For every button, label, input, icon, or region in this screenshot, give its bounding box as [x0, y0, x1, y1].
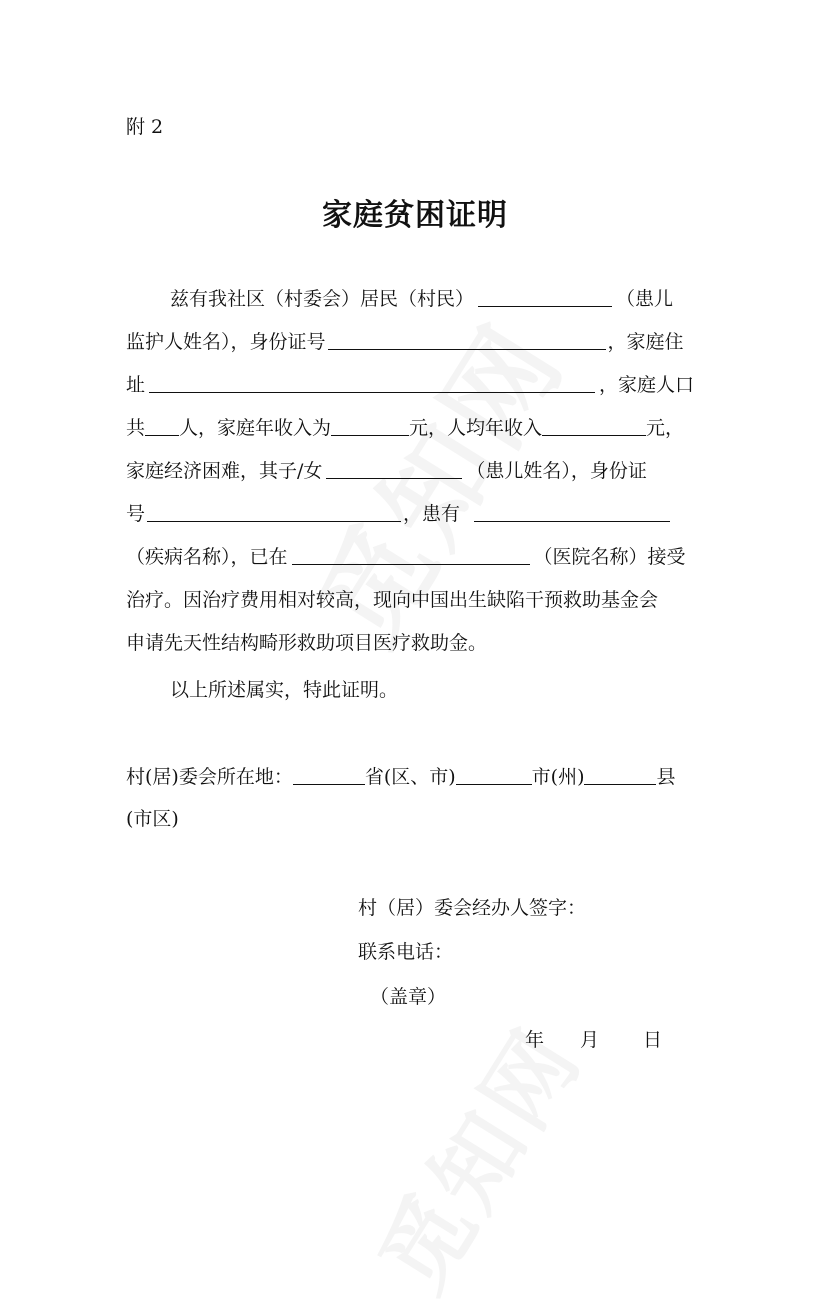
date-year-label: 年 [525, 1029, 545, 1051]
text-hospital-label: （医院名称）接受 [533, 546, 686, 568]
text-income-label: 人，家庭年收入为 [179, 417, 332, 439]
province-blank [293, 764, 365, 785]
date-day-label: 日 [643, 1029, 663, 1051]
body-line-2 [126, 329, 684, 355]
body-line-9: 申请先天性结构畸形救助项目医疗救助金。 [126, 632, 488, 654]
population-blank [145, 415, 179, 436]
text-residence: 兹有我社区（村委会）居民（村民） [170, 288, 475, 310]
text-yuan: 元， [646, 417, 685, 439]
annex-label: 附 2 [126, 116, 164, 138]
guardian-id-blank [328, 329, 606, 350]
child-id-blank [147, 501, 401, 522]
location-line-2: (市区) [126, 808, 179, 830]
seal-label: （盖章） [370, 986, 447, 1008]
guardian-name-blank [478, 286, 612, 307]
text-guardian-label: （患儿 [616, 288, 674, 310]
text-child-label: 家庭经济困难，其子/女 [126, 460, 323, 482]
text-location-label: 村(居)委会所在地： [126, 766, 293, 788]
text-address-label: ，家庭住 [607, 331, 684, 353]
text-disease-label: ，患有 [403, 503, 461, 525]
text-county: 县 [656, 766, 676, 788]
body-line-10: 以上所述属实，特此证明。 [170, 679, 399, 701]
body-line-3 [126, 372, 694, 398]
text-per-capita-label: 元，人均年收入 [409, 417, 543, 439]
child-name-blank [326, 458, 462, 479]
hospital-blank [292, 544, 530, 565]
text-population-label: ，家庭人口 [599, 374, 695, 396]
text-disease-name: （疾病名称），已在 [126, 546, 288, 568]
annual-income-blank [331, 415, 409, 436]
text-city: 市(州) [531, 766, 585, 788]
text-number: 号 [126, 503, 146, 525]
body-line-5 [126, 458, 647, 484]
address-blank [149, 372, 595, 393]
body-line-6 [126, 501, 670, 527]
handler-signature-label: 村（居）委会经办人签字： [358, 897, 587, 919]
body-line-7 [126, 544, 686, 570]
body-line-8: 治疗。因治疗费用相对较高，现向中国出生缺陷干预救助基金会 [126, 589, 659, 611]
city-blank [456, 764, 532, 785]
date-month-label: 月 [580, 1029, 600, 1051]
location-line-1 [126, 764, 676, 790]
body-line-4 [126, 415, 684, 441]
text-address-end: 址 [126, 374, 146, 396]
text-id-label: 监护人姓名），身份证号 [126, 331, 326, 353]
watermark [343, 998, 606, 1311]
text-province: 省(区、市) [364, 766, 456, 788]
disease-blank [474, 501, 670, 522]
body-line-1 [170, 286, 673, 312]
per-capita-income-blank [542, 415, 646, 436]
text-child-id-label: （患儿姓名），身份证 [466, 460, 647, 482]
page-title: 家庭贫困证明 [322, 198, 508, 233]
text-total: 共 [126, 417, 146, 439]
contact-phone-label: 联系电话： [358, 941, 454, 963]
county-blank [584, 764, 656, 785]
